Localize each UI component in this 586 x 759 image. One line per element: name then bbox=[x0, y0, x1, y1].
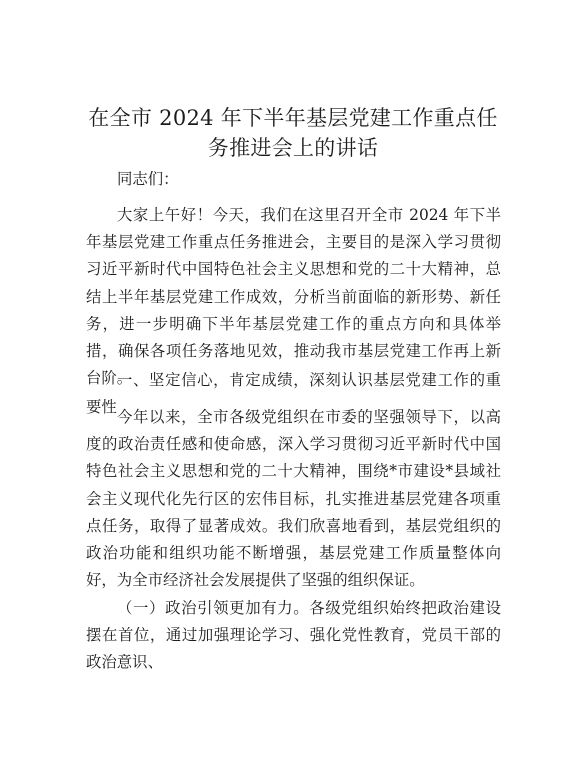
paragraph-opening: 大家上午好！今天，我们在这里召开全市 2024 年下半年基层党建工作重点任务推进会，主要目的是深入学习贯彻习近平新时代中国特色社会主义思想和党的二十大精神，总结上半年基层党建工作成效，分析当前面临的新形势、新任务，进一步明确下半年基层党建工作的重点方向和具体举措，确保各项任务落地见效，推动我市基层党建工作再上新台阶。 bbox=[86, 206, 501, 388]
paragraph-political-leadership: （一）政治引领更加有力。各级党组织始终把政治建设摆在首位，通过加强理论学习、强化党性教育，党员干部的政治意识、 bbox=[86, 599, 501, 672]
document-title: 在全市 2024 年下半年基层党建工作重点任务推进会上的讲话 bbox=[88, 106, 498, 160]
greeting: 同志们： bbox=[117, 170, 179, 188]
paragraph-achievements: 今年以来，全市各级党组织在市委的坚强领导下，以高度的政治责任感和使命感，深入学习贯彻习近平新时代中国特色社会主义思想和党的二十大精神，围绕*市建设*县域社会主义现代化先行区的宏伟目标，扎实推进基层党建各项重点任务，取得了显著成效。我们欣喜地看到，基层党组织的政治功能和组织功能不断增强，基层党建工作质量整体向好，为全市经济社会发展提供了坚强的组织保证。 bbox=[86, 408, 501, 590]
section-heading-1: 一、坚定信心，肯定成绩，深刻认识基层党建工作的重要性 bbox=[86, 371, 501, 417]
